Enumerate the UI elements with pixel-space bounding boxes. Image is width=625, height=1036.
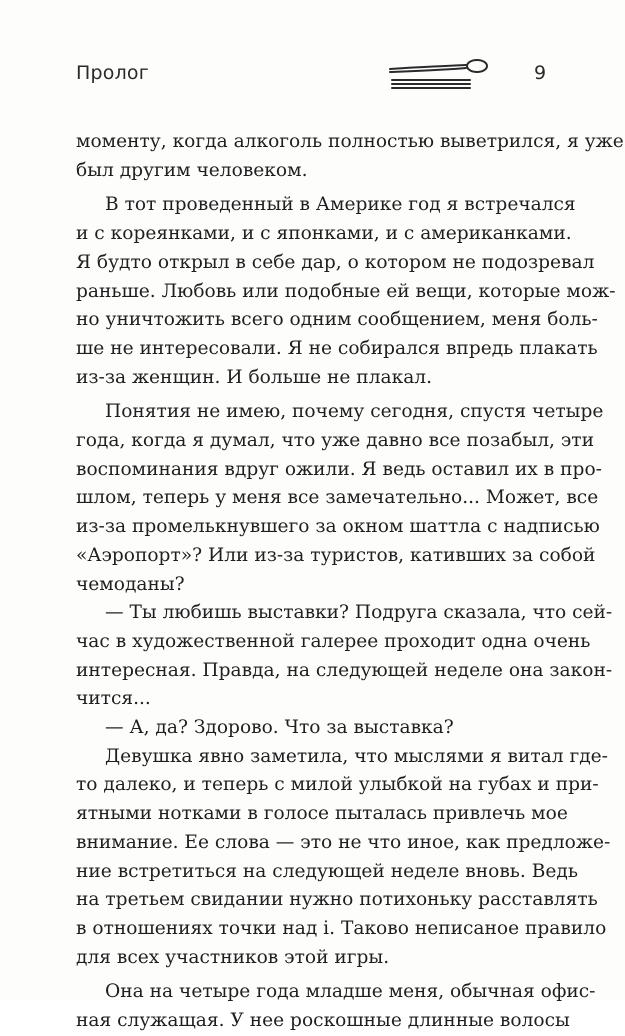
text-line: и с кореянками, и с японками, и с американками. bbox=[76, 223, 572, 245]
running-head-section-title: Пролог bbox=[76, 62, 149, 84]
text-line: чемоданы? bbox=[76, 573, 185, 595]
text-line: в отношениях точки над i. Таково неписаное правило bbox=[76, 917, 607, 939]
body-text bbox=[76, 128, 624, 1036]
text-line: из-за промелькнувшего за окном шаттла с надписью bbox=[76, 516, 600, 538]
text-line: час в художественной галерее проходит одна очень bbox=[76, 630, 591, 652]
text-line: шлом, теперь у меня все замечательно... Может, все bbox=[76, 487, 599, 509]
text-line: раньше. Любовь или подобные ей вещи, которые мож- bbox=[76, 280, 616, 302]
text-line: из-за женщин. И больше не плакал. bbox=[76, 366, 433, 388]
text-line: но уничтожить всего одним сообщением, меня боль- bbox=[76, 309, 598, 331]
text-line: ние встретиться на следующей неделе вновь. Ведь bbox=[76, 860, 578, 882]
text-line: — А, да? Здорово. Что за выставка? bbox=[105, 717, 454, 739]
text-line: ная служащая. У нее роскошные длинные волосы bbox=[76, 1010, 570, 1032]
text-line: на третьем свидании нужно потихоньку расставлять bbox=[76, 889, 598, 911]
text-line: Девушка явно заметила, что мыслями я витал где- bbox=[105, 745, 608, 767]
text-line: внимание. Ее слова — это не что иное, как предложе- bbox=[76, 831, 611, 853]
text-line: воспоминания вдруг ожили. Я ведь оставил их в про- bbox=[76, 458, 602, 480]
text-line: Понятия не имею, почему сегодня, спустя четыре bbox=[105, 401, 604, 423]
text-line: года, когда я думал, что уже давно все позабыл, эти bbox=[76, 430, 594, 452]
text-line: ше не интересовали. Я не собирался впредь плакать bbox=[76, 337, 598, 359]
text-line: ятными нотками в голосе пыталась привлечь мое bbox=[76, 803, 568, 825]
text-line: для всех участников этой игры. bbox=[76, 946, 390, 968]
text-line: чится... bbox=[76, 688, 151, 710]
text-line: — Ты любишь выставки? Подруга сказала, что сей- bbox=[105, 602, 613, 624]
text-line: В тот проведенный в Америке год я встречался bbox=[105, 194, 576, 216]
chopsticks-and-spoon-icon bbox=[386, 55, 496, 93]
text-line: то далеко, и теперь с милой улыбкой на губах и при- bbox=[76, 774, 599, 796]
text-line: Я будто открыл в себе дар, о котором не подозревал bbox=[76, 251, 595, 273]
page-number: 9 bbox=[534, 62, 547, 84]
text-line: был другим человеком. bbox=[76, 159, 308, 181]
text-line: моменту, когда алкоголь полностью выветрился, я уже bbox=[76, 131, 624, 152]
text-line: интересная. Правда, на следующей неделе она закон- bbox=[76, 659, 613, 681]
text-line: «Аэропорт»? Или из-за туристов, кативших за собой bbox=[76, 544, 596, 566]
text-line: Она на четыре года младше меня, обычная офис- bbox=[105, 981, 596, 1003]
